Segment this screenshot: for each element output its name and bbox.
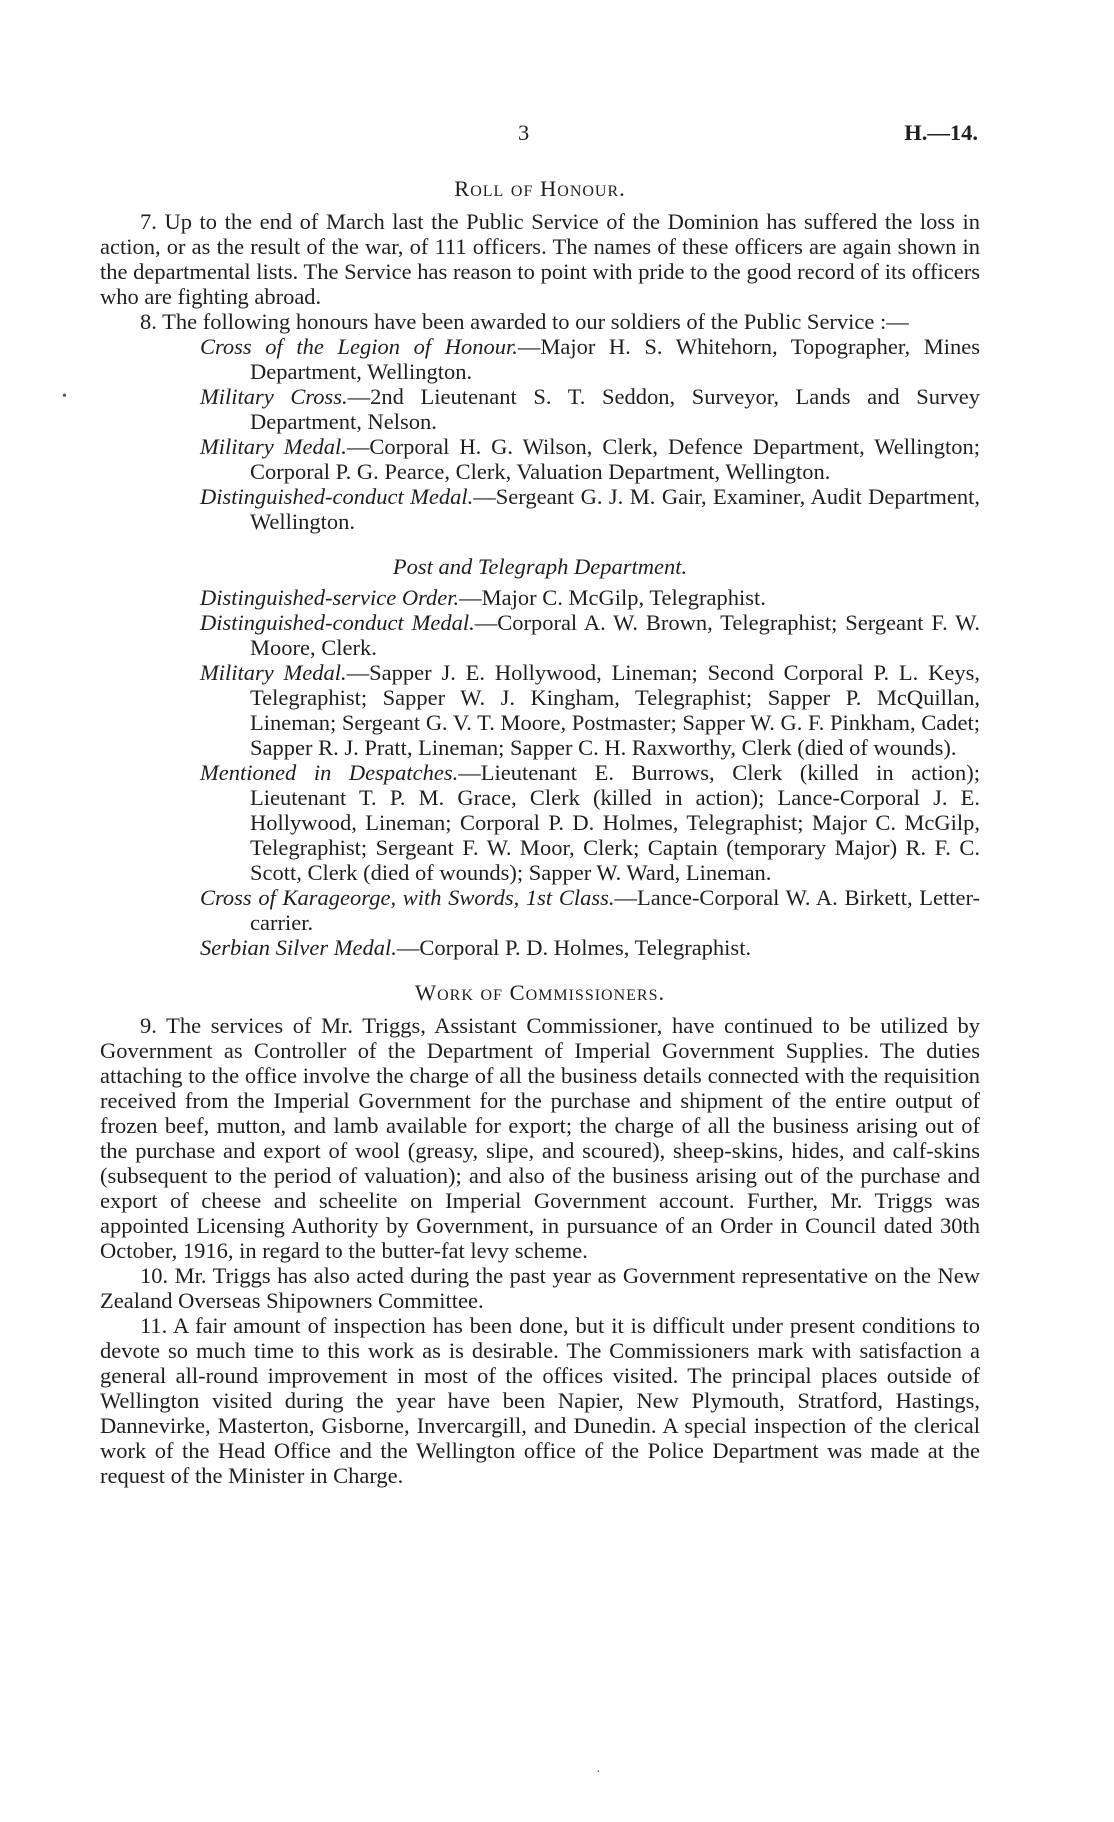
award-name: Distinguished-service Order. [200,585,460,610]
page-header [100,120,980,146]
honour-entry [200,935,980,960]
honour-entry [200,384,980,434]
paragraph-9: 9. The services of Mr. Triggs, Assistant Commissioner, have continued to be utilized by Government as Controller of the Department of Imperial Government Supplies. The duties attaching to the office involve the charge of all the business details connected with the requisition received from the Imperial Government for the purchase and shipment of the entire output of frozen beef, mutton, and lamb available for export; the charge of all the business arising out of the purchase and export of wool (greasy, slipe, and scoured), sheep-skins, hides, and calf-skins (subsequent to the period of valuation); and also of the business arising out of the purchase and export of cheese and scheelite on Imperial Government account. Further, Mr. Triggs was appointed Licensing Authority by Government, in pursuance of an Order in Council dated 30th October, 1916, in regard to the butter-fat levy scheme. [100,1013,980,1263]
award-recipients: —Sergeant G. J. M. Gair, Examiner, Audit Department, Wellington. [250,484,980,534]
award-name: Mentioned in Despatches. [200,760,459,785]
honour-entry [200,660,980,760]
award-name: Cross of the Legion of Honour. [200,334,518,359]
work-of-commissioners-heading: Work of Commissioners. [414,980,666,1005]
award-recipients: —Corporal H. G. Wilson, Clerk, Defence Department, Wellington; Corporal P. G. Pearce, Clerk, Valuation Department, Wellington. [250,434,980,484]
award-name: Cross of Karageorge, with Swords, 1st Class. [200,885,615,910]
page-number: 3 [518,120,530,145]
document-reference: H.—14. [904,120,978,145]
margin-dot: • [62,389,67,404]
paragraph-11: 11. A fair amount of inspection has been done, but it is difficult under present conditions to devote so much time to this work as is desirable. The Commissioners mark with satisfaction a general all-round improvement in most of the offices visited. The principal places outside of Wellington visited during the year have been Napier, New Plymouth, Stratford, Hastings, Dannevirke, Masterton, Gisborne, Invercargill, and Dunedin. A special inspection of the clerical work of the Head Office and the Wellington office of the Police Department was made at the request of the Minister in Charge. [100,1313,980,1488]
paragraph-8: 8. The following honours have been awarded to our soldiers of the Public Service :— [140,309,909,334]
honour-entry [200,585,980,610]
roll-of-honour-heading: Roll of Honour. [454,176,626,201]
paragraph-7: 7. Up to the end of March last the Public Service of the Dominion has suffered the loss in action, or as the result of the war, of 111 officers. The names of these officers are again shown in the departmental lists. The Service has reason to point with pride to the good record of its officers who are fighting abroad. [100,209,980,309]
award-recipients: —Corporal A. W. Brown, Telegraphist; Sergeant F. W. Moore, Clerk. [250,610,980,660]
honour-entry [200,885,980,935]
honour-entry [200,334,980,384]
page-foot-dot: · [596,1765,601,1780]
award-name: Distinguished-conduct Medal. [200,484,474,509]
award-recipients: —Corporal P. D. Holmes, Telegraphist. [396,935,752,960]
award-recipients: —Lance-Corporal W. A. Birkett, Letter-carrier. [250,885,980,935]
post-telegraph-heading: Post and Telegraph Department. [392,554,688,579]
post-telegraph-honours-list [200,585,980,960]
award-name: Distinguished-conduct Medal. [200,610,475,635]
honour-entry [200,434,980,484]
award-recipients: —Major H. S. Whitehorn, Topographer, Mines Department, Wellington. [250,334,980,384]
paragraph-10: 10. Mr. Triggs has also acted during the past year as Government representative on the New Zealand Overseas Shipowners Committee. [100,1263,980,1313]
page-content [100,120,980,1488]
section-spacer [100,960,980,980]
honour-entry [200,610,980,660]
award-recipients: —Sapper J. E. Hollywood, Lineman; Second Corporal P. L. Keys, Telegraphist; Sapper W. J. Kingham, Telegraphist; Sapper P. McQuillan, Lineman; Sergeant G. V. T. Moore, Postmaster; Sapper W. G. F. Pinkham, Cadet; Sapper R. J. Pratt, Lineman; Sapper C. H. Raxworthy, Clerk (died of wounds). [250,660,980,760]
award-recipients: —Lieutenant E. Burrows, Clerk (killed in action); Lieutenant T. P. M. Grace, Clerk (killed in action); Lance-Corporal J. E. Hollywood, Lineman; Corporal P. D. Holmes, Telegraphist; Major C. McGilp, Telegraphist; Sergeant F. W. Moor, Clerk; Captain (temporary Major) R. F. C. Scott, Clerk (died of wounds); Sapper W. Ward, Lineman. [250,760,980,885]
award-name: Military Cross. [200,384,348,409]
honour-entry [200,484,980,534]
award-name: Military Medal. [200,434,347,459]
award-recipients: —2nd Lieutenant S. T. Seddon, Surveyor, Lands and Survey Department, Nelson. [250,384,980,434]
award-name: Serbian Silver Medal. [200,935,397,960]
honour-entry [200,760,980,885]
award-recipients: —Major C. McGilp, Telegraphist. [459,585,766,610]
award-name: Military Medal. [200,660,347,685]
public-service-honours-list [200,334,980,534]
